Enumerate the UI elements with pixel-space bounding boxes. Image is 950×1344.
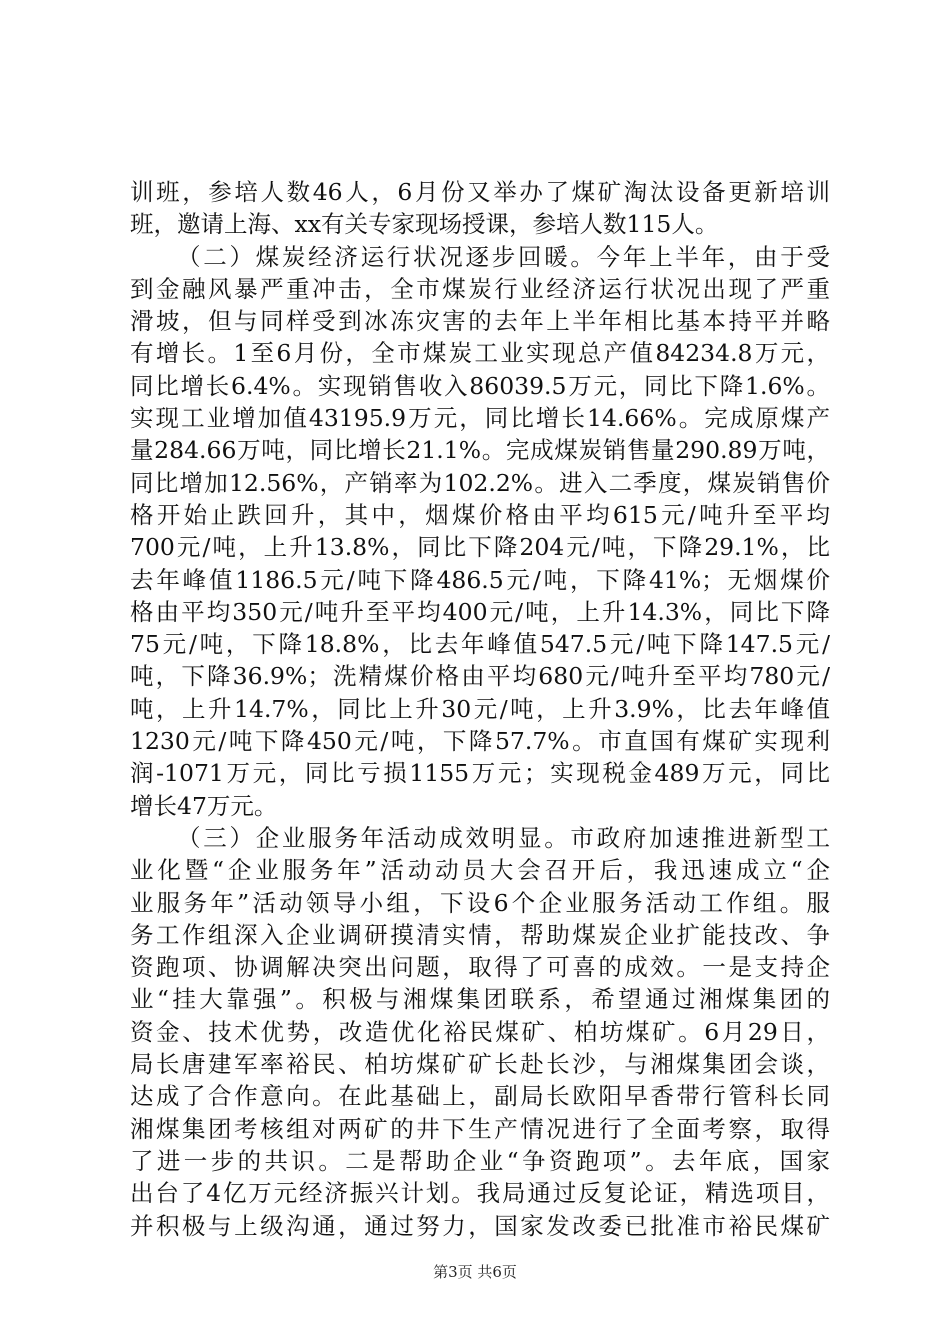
text-line: 班，邀请上海、xx有关专家现场授课，参培人数115人。 — [130, 210, 719, 239]
text-line: 资金、技术优势，改造优化裕民煤矿、柏坊煤矿。6月29日， — [130, 1017, 830, 1046]
page-footer — [0, 1262, 950, 1282]
text-line: 训班，参培人数46人，6月份又举办了煤矿淘汰设备更新培训 — [130, 178, 830, 206]
page-number-label: 第3页 共6页 — [433, 1263, 517, 1281]
text-line: 局长唐建军率裕民、柏坊煤矿矿长赴长沙，与湘煤集团会谈， — [130, 1050, 830, 1079]
text-line: 并积极与上级沟通，通过努力，国家发改委已批准市裕民煤矿 — [130, 1211, 830, 1240]
text-line: 实现工业增加值43195.9万元，同比增长14.66%。完成原煤产 — [130, 404, 830, 433]
document-body — [130, 176, 830, 1242]
text-line: 有增长。1至6月份，全市煤炭工业实现总产值84234.8万元， — [130, 339, 830, 368]
text-line: 了进一步的共识。二是帮助企业“争资跑项”。去年底，国家 — [130, 1146, 830, 1175]
text-line: 润-1071万元，同比亏损1155万元；实现税金489万元，同比 — [130, 759, 830, 788]
text-line: 1230元/吨下降450元/吨，下降57.7%。市直国有煤矿实现利 — [130, 727, 830, 756]
text-line: 吨，下降36.9%；洗精煤价格由平均680元/吨升至平均780元/ — [130, 662, 830, 691]
text-line: 同比增长6.4%。实现销售收入86039.5万元，同比下降1.6%。 — [130, 371, 830, 400]
text-line: 务工作组深入企业调研摸清实情，帮助煤炭企业扩能技改、争 — [130, 920, 830, 949]
text-line: 达成了合作意向。在此基础上，副局长欧阳早香带行管科长同 — [130, 1082, 830, 1111]
text-line: 业“挂大靠强”。积极与湘煤集团联系，希望通过湘煤集团的 — [130, 985, 830, 1014]
text-line: 资跑项、协调解决突出问题，取得了可喜的成效。一是支持企 — [130, 953, 830, 982]
text-line: 增长47万元。 — [130, 791, 278, 820]
text-line: 业化暨“企业服务年”活动动员大会召开后，我迅速成立“企 — [130, 856, 830, 885]
text-line: 格由平均350元/吨升至平均400元/吨，上升14.3%，同比下降 — [130, 597, 830, 626]
text-line: 700元/吨，上升13.8%，同比下降204元/吨，下降29.1%，比 — [130, 533, 830, 562]
text-line: 量284.66万吨，同比增长21.1%。完成煤炭销售量290.89万吨， — [130, 436, 830, 465]
text-line: 同比增加12.56%，产销率为102.2%。进入二季度，煤炭销售价 — [130, 468, 830, 497]
text-line: 吨，上升14.7%，同比上升30元/吨，上升3.9%，比去年峰值 — [130, 694, 830, 723]
text-line: 去年峰值1186.5元/吨下降486.5元/吨，下降41%；无烟煤价 — [130, 565, 830, 594]
text-line: 出台了4亿万元经济振兴计划。我局通过反复论证，精选项目， — [130, 1179, 830, 1208]
text-line: 格开始止跌回升，其中，烟煤价格由平均615元/吨升至平均 — [130, 500, 830, 529]
text-line: 湘煤集团考核组对两矿的井下生产情况进行了全面考察，取得 — [130, 1114, 830, 1143]
text-line: 75元/吨，下降18.8%，比去年峰值547.5元/吨下降147.5元/ — [130, 630, 830, 659]
text-line: （二）煤炭经济运行状况逐步回暖。今年上半年，由于受 — [177, 242, 830, 271]
text-line: 滑坡，但与同样受到冰冻灾害的去年上半年相比基本持平并略 — [130, 307, 830, 336]
text-line: 到金融风暴严重冲击，全市煤炭行业经济运行状况出现了严重 — [130, 274, 830, 303]
text-line: （三）企业服务年活动成效明显。市政府加速推进新型工 — [177, 823, 830, 852]
text-line: 业服务年”活动领导小组，下设6个企业服务活动工作组。服 — [130, 888, 830, 917]
